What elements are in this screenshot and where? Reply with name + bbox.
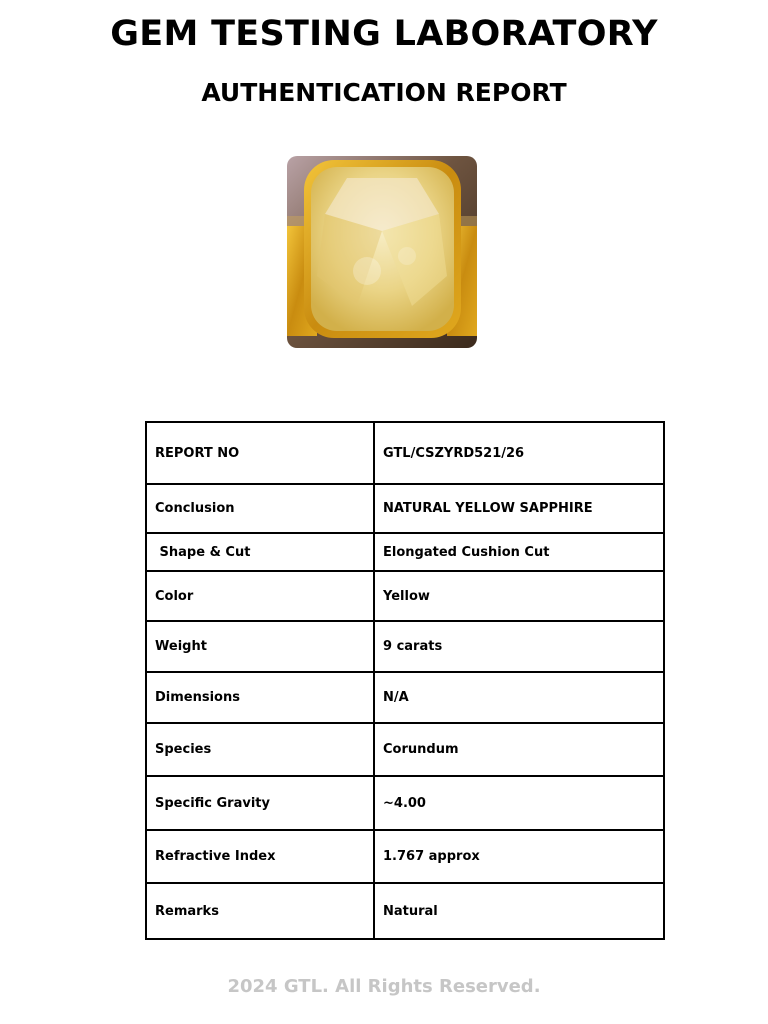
row-value: ~4.00 [374, 776, 664, 830]
row-value: N/A [374, 672, 664, 723]
row-label: Weight [146, 621, 374, 672]
row-label: Species [146, 723, 374, 776]
table-row [146, 723, 664, 776]
report-title: GEM TESTING LABORATORY [110, 14, 658, 54]
row-value: 9 carats [374, 621, 664, 672]
report-subtitle: AUTHENTICATION REPORT [201, 78, 567, 107]
row-label: Shape & Cut [146, 533, 374, 571]
row-label: Dimensions [146, 672, 374, 723]
table-row [146, 776, 664, 830]
table-row [146, 571, 664, 621]
table-row [146, 672, 664, 723]
table-row [146, 830, 664, 883]
row-value: Corundum [374, 723, 664, 776]
row-label: Specific Gravity [146, 776, 374, 830]
row-label: Refractive Index [146, 830, 374, 883]
gemstone-photo [287, 156, 477, 348]
table-row [146, 883, 664, 939]
table-row [146, 621, 664, 672]
row-value: 1.767 approx [374, 830, 664, 883]
row-value: NATURAL YELLOW SAPPHIRE [374, 484, 664, 533]
row-value: Yellow [374, 571, 664, 621]
table-row [146, 533, 664, 571]
copyright-footer: 2024 GTL. All Rights Reserved. [227, 976, 541, 997]
row-value: Elongated Cushion Cut [374, 533, 664, 571]
row-label: REPORT NO [146, 422, 374, 484]
table-row [146, 484, 664, 533]
report-table [145, 421, 665, 940]
row-label: Color [146, 571, 374, 621]
table-row [146, 422, 664, 484]
row-label: Conclusion [146, 484, 374, 533]
row-label: Remarks [146, 883, 374, 939]
row-value: Natural [374, 883, 664, 939]
row-value: GTL/CSZYRD521/26 [374, 422, 664, 484]
